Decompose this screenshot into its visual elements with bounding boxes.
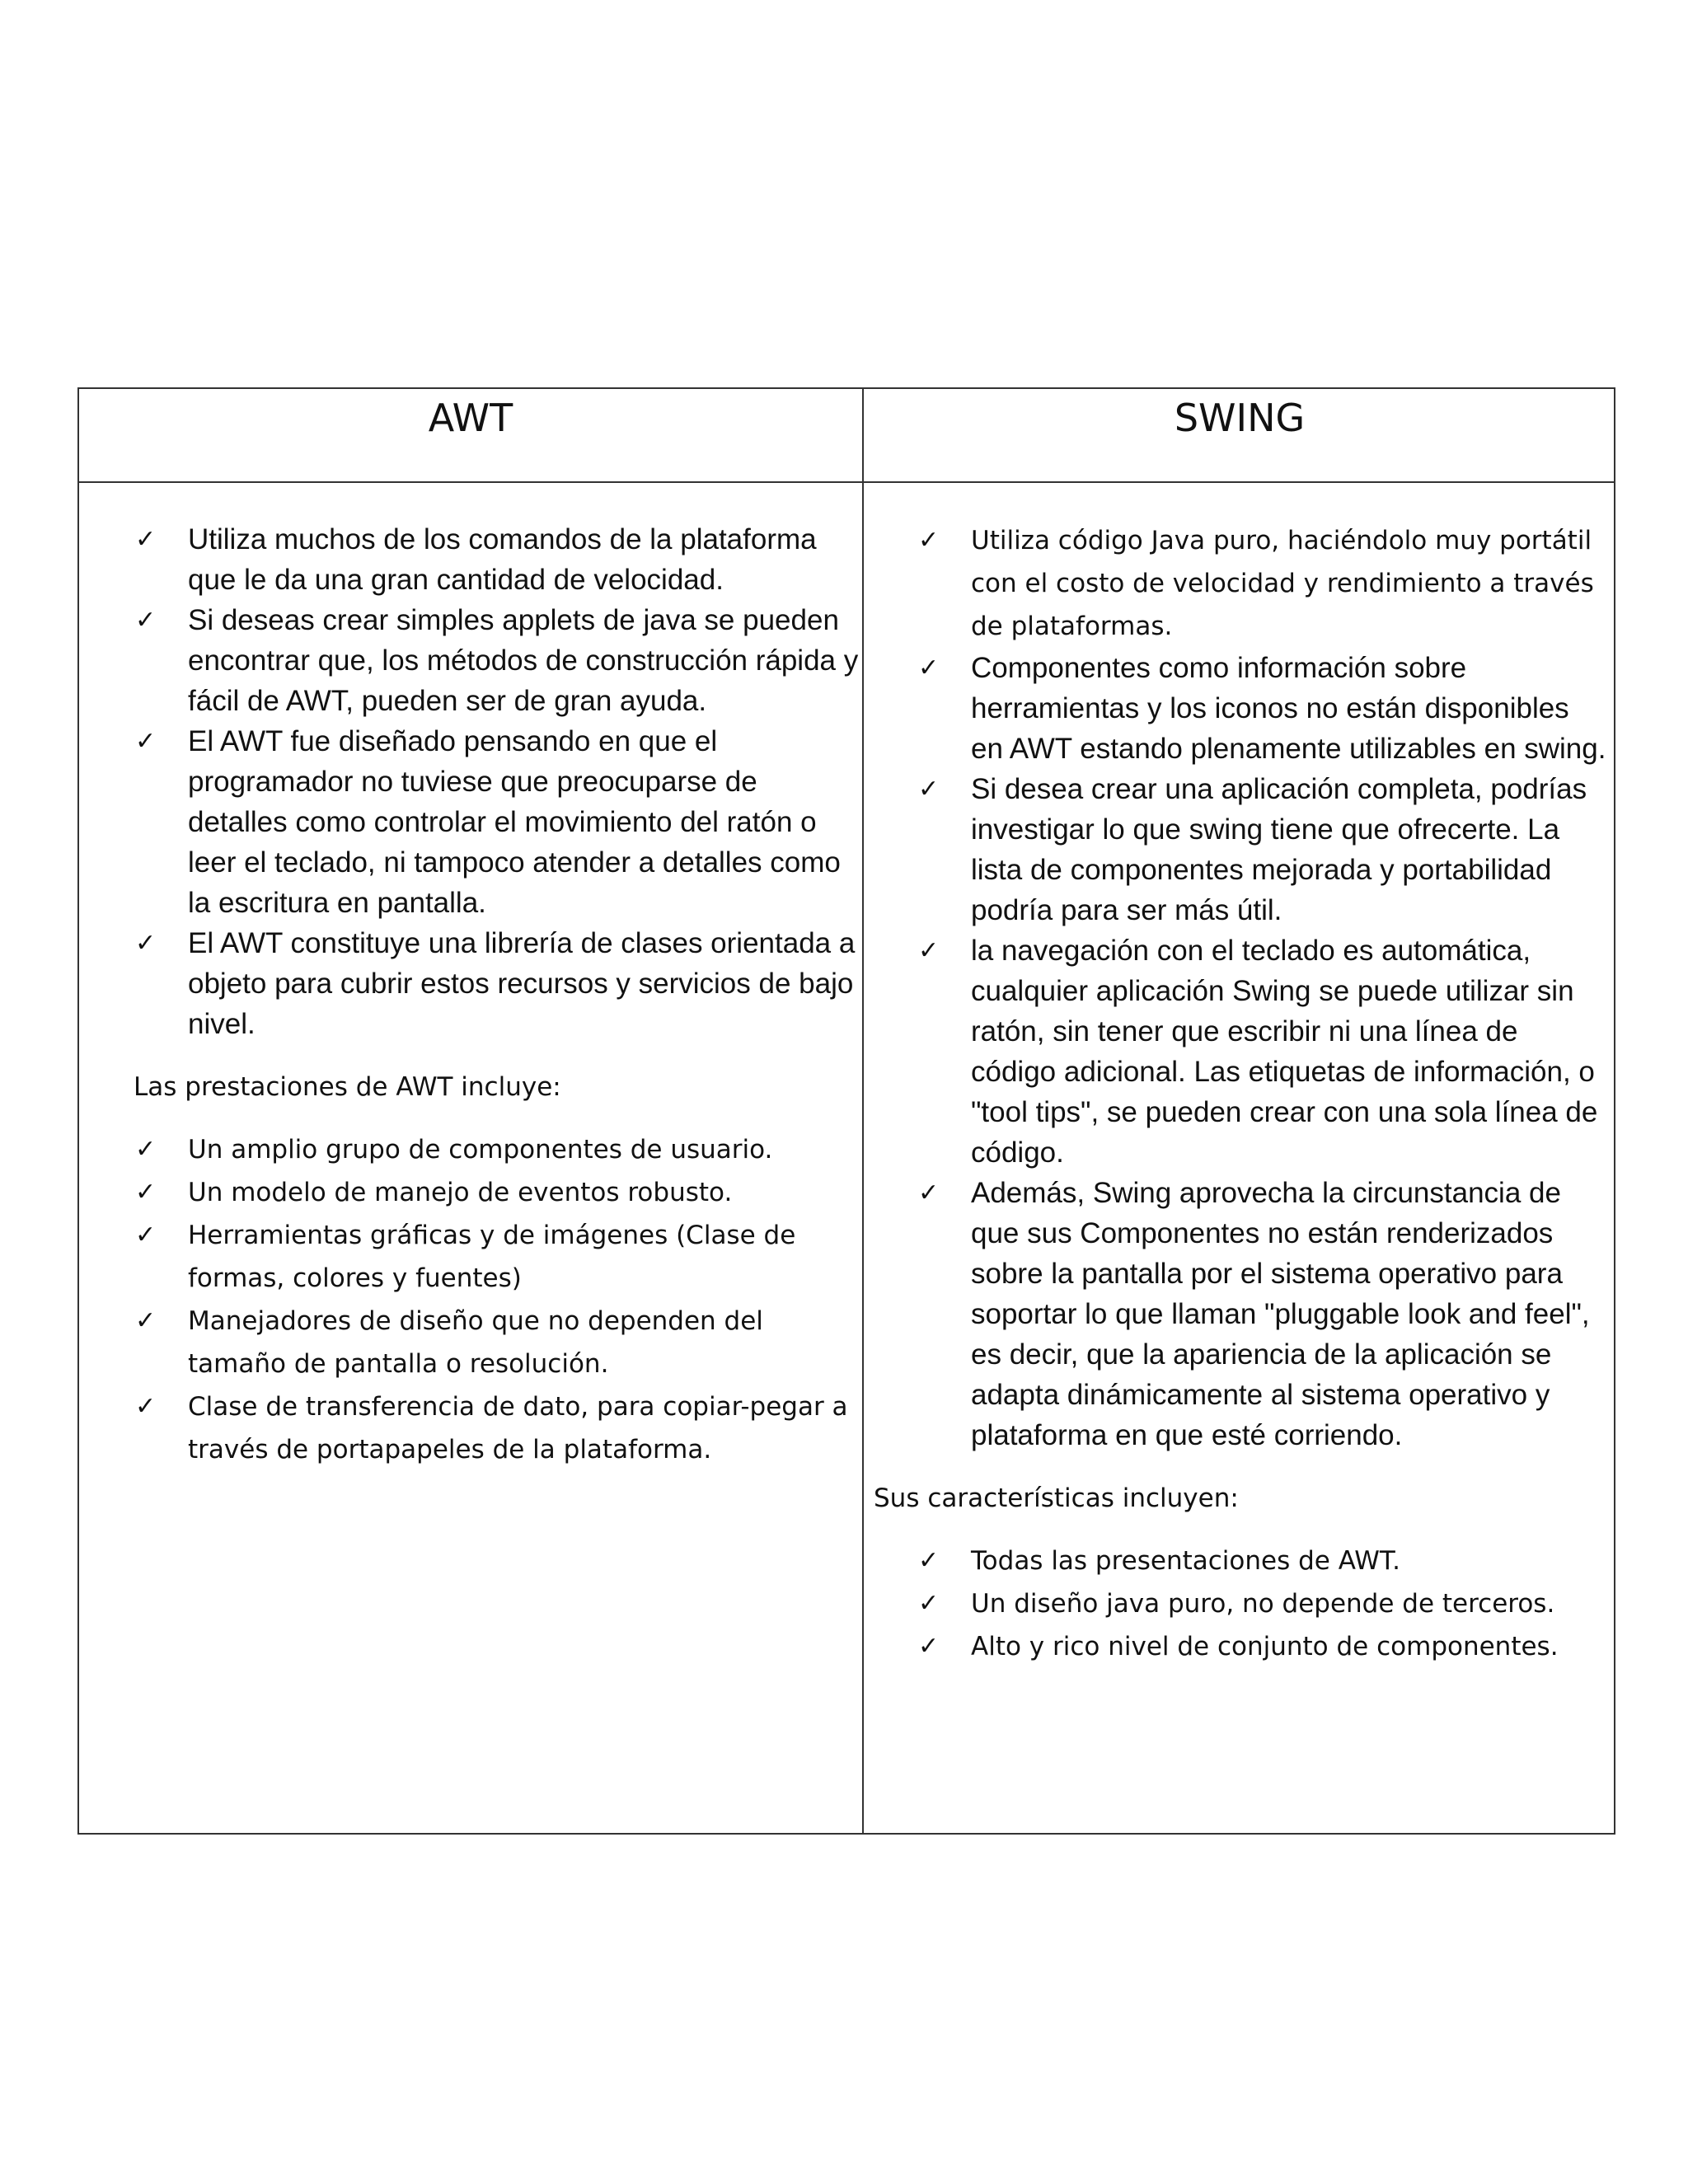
list-item: ✓ Componentes como información sobre herramientas y los iconos no están disponibles en AWT estando plenamente utilizables en swing. xyxy=(918,648,1607,769)
awt-features-list xyxy=(135,1128,860,1471)
list-item: ✓ El AWT fue diseñado pensando en que el programador no tuviese que preocuparse de detalles como controlar el movimiento del ratón o leer el teclado, ni tampoco atender a detalles como la escritura en pantalla. xyxy=(135,721,860,923)
check-icon: ✓ xyxy=(918,775,940,804)
list-item: ✓ Si desea crear una aplicación completa, podrías investigar lo que swing tiene que ofrecerte. La lista de componentes mejorada y portabilidad podría para ser más útil. xyxy=(918,769,1607,930)
column-divider xyxy=(862,389,864,1833)
check-icon: ✓ xyxy=(918,526,940,555)
list-item: ✓ la navegación con el teclado es automática, cualquier aplicación Swing se puede utilizar sin ratón, sin tener que escribir ni una línea de código adicional. Las etiquetas de información, o "tool tips", se pueden crear con una sola línea de código. xyxy=(918,930,1607,1173)
header-divider xyxy=(79,481,1614,483)
list-item: ✓ Herramientas gráficas y de imágenes (Clase de formas, colores y fuentes) xyxy=(135,1214,860,1300)
check-icon: ✓ xyxy=(135,727,157,756)
check-icon: ✓ xyxy=(918,1632,940,1661)
list-item: ✓ Utiliza muchos de los comandos de la plataforma que le da una gran cantidad de velocidad. xyxy=(135,519,860,600)
swing-bullet-list xyxy=(918,519,1607,1455)
awt-bullet-list xyxy=(135,519,860,1044)
check-icon: ✓ xyxy=(135,1306,157,1335)
list-item: ✓ El AWT constituye una librería de clases orientada a objeto para cubrir estos recursos y servicios de bajo nivel. xyxy=(135,923,860,1044)
list-item: ✓ Manejadores de diseño que no dependen del tamaño de pantalla o resolución. xyxy=(135,1300,860,1385)
swing-features-label: Sus características incluyen: xyxy=(874,1483,1239,1513)
awt-column-header: AWT xyxy=(428,396,513,440)
check-icon: ✓ xyxy=(918,936,940,965)
check-icon: ✓ xyxy=(918,1589,940,1618)
check-icon: ✓ xyxy=(135,1135,157,1164)
check-icon: ✓ xyxy=(135,525,157,554)
check-icon: ✓ xyxy=(135,1221,157,1249)
swing-features-list xyxy=(918,1540,1607,1668)
check-icon: ✓ xyxy=(135,929,157,958)
list-item: ✓ Un amplio grupo de componentes de usuario. xyxy=(135,1128,860,1171)
list-item: ✓ Un diseño java puro, no depende de terceros. xyxy=(918,1582,1607,1625)
check-icon: ✓ xyxy=(135,606,157,635)
list-item: ✓ Todas las presentaciones de AWT. xyxy=(918,1540,1607,1582)
check-icon: ✓ xyxy=(918,1546,940,1575)
check-icon: ✓ xyxy=(918,1179,940,1207)
awt-features-label: Las prestaciones de AWT incluye: xyxy=(134,1072,561,1102)
list-item: ✓ Si deseas crear simples applets de java se pueden encontrar que, los métodos de construcción rápida y fácil de AWT, pueden ser de gran ayuda. xyxy=(135,600,860,721)
swing-column-body xyxy=(874,519,1607,1668)
awt-column-body xyxy=(135,519,860,1471)
list-item: ✓ Clase de transferencia de dato, para copiar-pegar a través de portapapeles de la plataforma. xyxy=(135,1385,860,1471)
list-item: ✓ Un modelo de manejo de eventos robusto. xyxy=(135,1171,860,1214)
list-item: ✓ Además, Swing aprovecha la circunstancia de que sus Componentes no están renderizados sobre la pantalla por el sistema operativo para soportar lo que llaman "pluggable look and feel", es decir, que la apariencia de la aplicación se adapta dinámicamente al sistema operativo y plataforma en que esté corriendo. xyxy=(918,1173,1607,1455)
check-icon: ✓ xyxy=(918,654,940,682)
swing-column-header: SWING xyxy=(1174,396,1306,440)
check-icon: ✓ xyxy=(135,1392,157,1421)
check-icon: ✓ xyxy=(135,1178,157,1207)
list-item: ✓ Utiliza código Java puro, haciéndolo muy portátil con el costo de velocidad y rendimiento a través de plataformas. xyxy=(918,519,1607,648)
list-item: ✓ Alto y rico nivel de conjunto de componentes. xyxy=(918,1625,1607,1668)
